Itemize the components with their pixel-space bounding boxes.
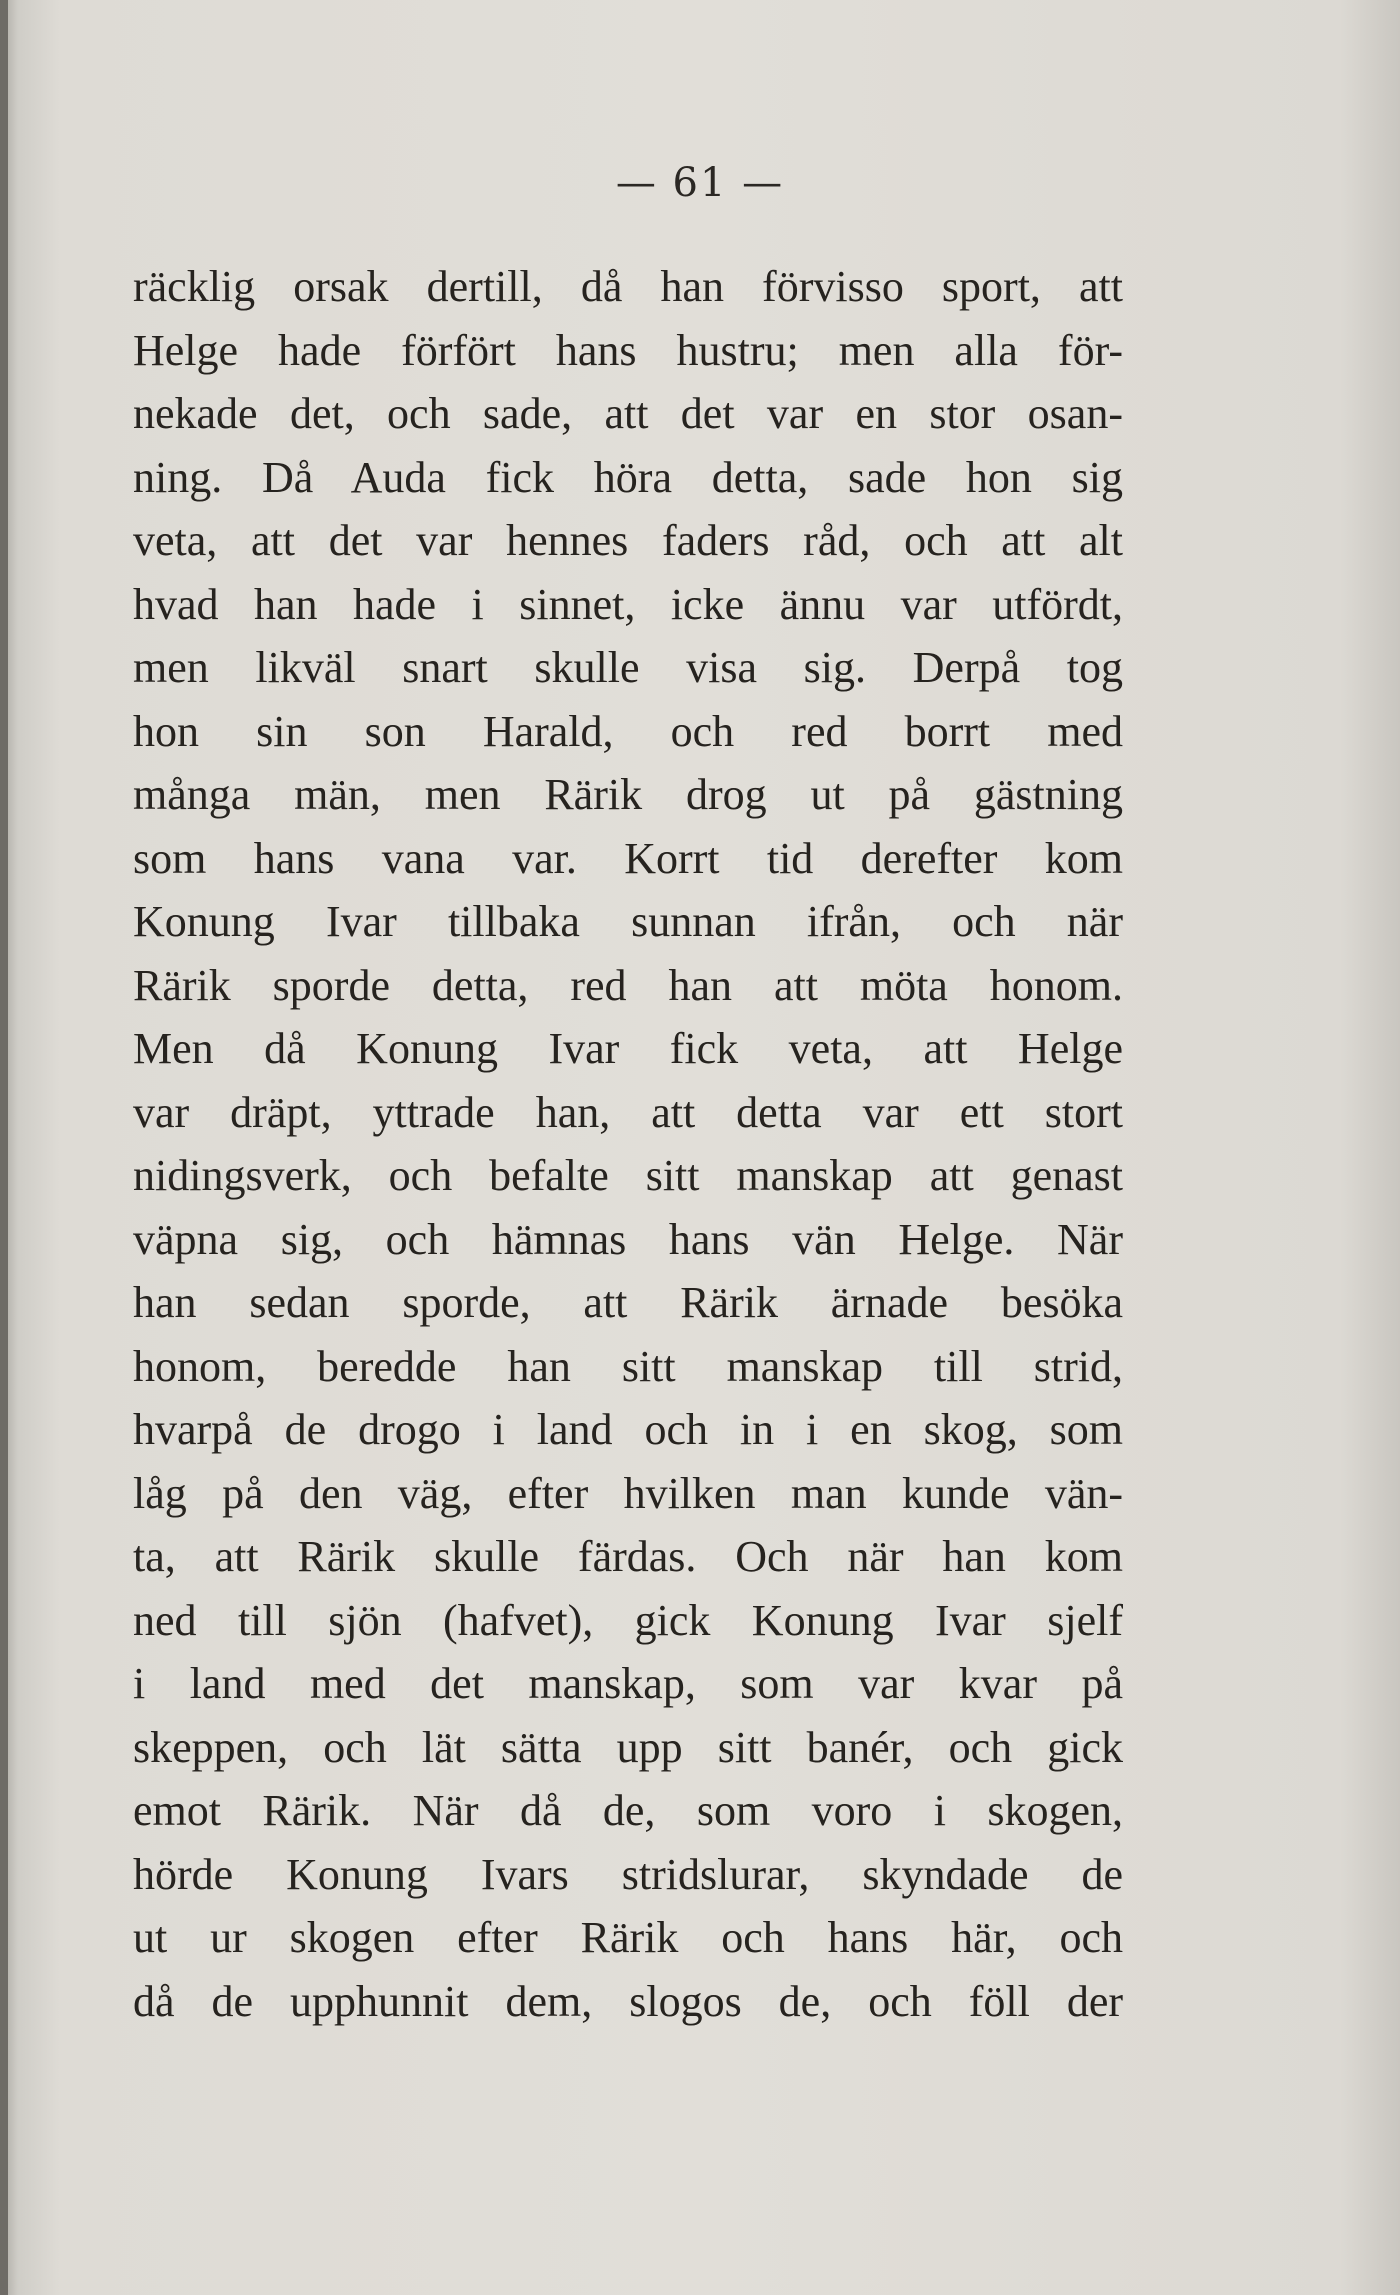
text-line: i land med det manskap, som var kvar på: [133, 1659, 1123, 1708]
text-line: var dräpt, yttrade han, att detta var ett stort: [133, 1087, 1123, 1137]
text-line: skeppen, och lät sätta upp sitt banér, och gick: [133, 1722, 1123, 1772]
text-line: då de upphunnit dem, slogos de, och föll der: [133, 1976, 1123, 2026]
text-line: honom, beredde han sitt manskap till strid,: [133, 1341, 1123, 1391]
body-text: [133, 255, 1123, 2033]
text-line: hvad han hade i sinnet, icke ännu var utfördt,: [133, 579, 1123, 629]
text-line: veta, att det var hennes faders råd, och att alt: [133, 516, 1123, 565]
text-line: Rärik sporde detta, red han att möta honom.: [133, 960, 1123, 1010]
text-line: räcklig orsak dertill, då han förvisso sport, att: [133, 262, 1123, 311]
text-line: emot Rärik. När då de, som voro i skogen,: [133, 1786, 1123, 1835]
text-line: låg på den väg, efter hvilken man kunde vän-: [133, 1468, 1123, 1518]
text-line: hvarpå de drogo i land och in i en skog, som: [133, 1405, 1123, 1454]
text-line: ut ur skogen efter Rärik och hans här, och: [133, 1913, 1123, 1962]
page-binding-edge: [0, 0, 8, 2295]
text-line: nekade det, och sade, att det var en stor osan-: [133, 389, 1123, 438]
text-line: ning. Då Auda fick höra detta, sade hon sig: [133, 452, 1123, 502]
text-line: som hans vana var. Korrt tid derefter kom: [133, 833, 1123, 883]
text-line: Men då Konung Ivar fick veta, att Helge: [133, 1024, 1123, 1073]
page-number: — 61 —: [615, 160, 785, 206]
text-line: ned till sjön (hafvet), gick Konung Ivar sjelf: [133, 1595, 1123, 1645]
text-line: Helge hade förfört hans hustru; men alla för-: [133, 325, 1123, 375]
text-line: hörde Konung Ivars stridslurar, skyndade de: [133, 1849, 1123, 1899]
text-line: väpna sig, och hämnas hans vän Helge. När: [133, 1214, 1123, 1264]
text-line: Konung Ivar tillbaka sunnan ifrån, och när: [133, 897, 1123, 946]
text-line: nidingsverk, och befalte sitt manskap att genast: [133, 1151, 1123, 1200]
text-line: hon sin son Harald, och red borrt med: [133, 706, 1123, 756]
text-line: han sedan sporde, att Rärik ärnade besöka: [133, 1278, 1123, 1327]
text-line: ta, att Rärik skulle färdas. Och när han kom: [133, 1532, 1123, 1581]
text-line: men likväl snart skulle visa sig. Derpå tog: [133, 643, 1123, 692]
text-line: många män, men Rärik drog ut på gästning: [133, 770, 1123, 819]
